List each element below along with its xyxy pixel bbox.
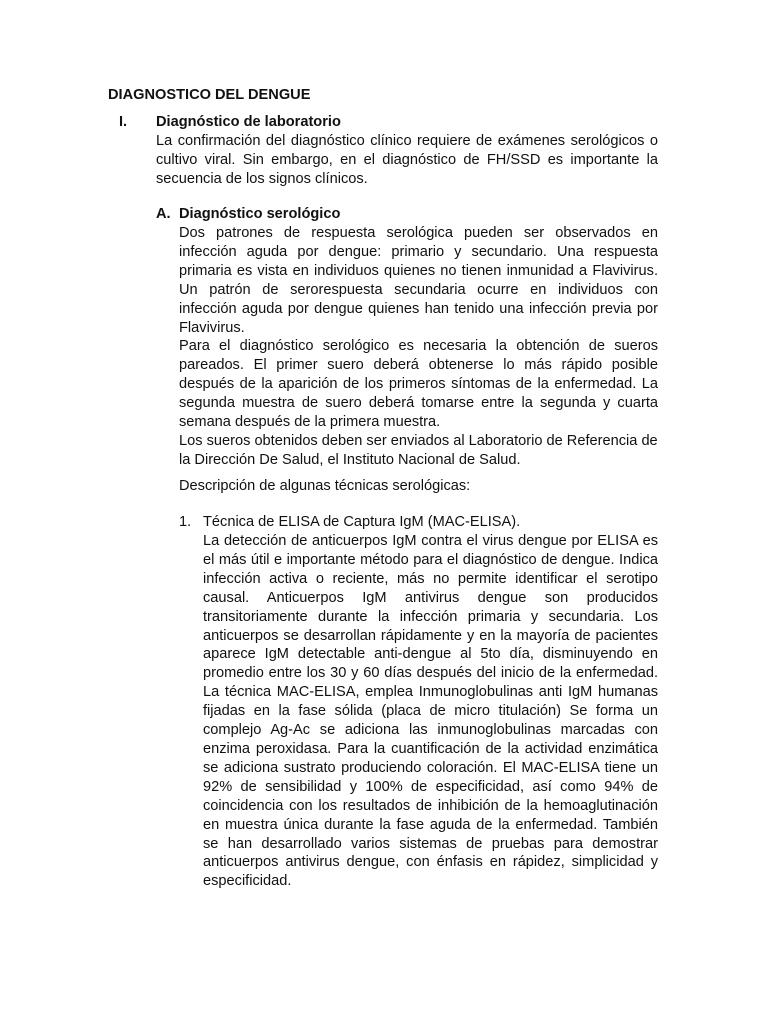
paragraph-serologic-patterns: Dos patrones de respuesta serológica pueden ser observados en infección aguda por dengue: primario y secundario. Una respuesta primaria es vista en individuos quienes no tienen inmunidad a Flavivirus. Un patrón de serorespuesta secundaria ocurre en individuos con infección aguda por dengue quienes han tenido una infección previa por Flavivirus. [179,225,658,336]
subsection-letter: A. [156,206,171,222]
techniques-intro: Descripción de algunas técnicas serológicas: [179,478,471,494]
subsection-body [179,224,658,470]
document-title: DIAGNOSTICO DEL DENGUE [108,87,311,103]
section-number: I. [119,114,128,130]
list-item-body: La detección de anticuerpos IgM contra el virus dengue por ELISA es el más útil e importante método para el diagnóstico de dengue. Indica infección activa o reciente, más no permite identificar el serotipo causal. Anticuerpos IgM antivirus dengue son producidos transitoriamente durante la infección primaria y secundaria. Los anticuerpos se desarrollan rápidamente y en la mayoría de pacientes aparece IgM detectable anti-dengue al 5to día, disminuyendo en promedio entre los 30 y 60 días después del inicio de la enfermedad. La técnica MAC-ELISA, emplea Inmunoglobulinas anti IgM humanas fijadas en la fase sólida (placa de micro titulación) Se forma un complejo Ag-Ac se adiciona las inmunoglobulinas marcadas con enzima peroxidasa. Para la cuantificación de la actividad enzimática se adiciona sustrato produciendo coloración. El MAC-ELISA tiene un 92% de sensibilidad y 100% de especificidad, así como 94% de coincidencia con los resultados de inhibición de la hemoaglutinación en muestra única durante la fase aguda de la enfermedad. También se han desarrollado varios sistemas de pruebas para demostrar anticuerpos antivirus dengue, con énfasis en rápidez, simplicidad y especificidad. [203,533,658,890]
paragraph-paired-sera: Para el diagnóstico serológico es necesaria la obtención de sueros pareados. El primer suero deberá obtenerse lo más rápido posible después de la aparición de los primeros síntomas de la enfermedad. La segunda muestra de suero deberá tomarse entre la segunda y cuarta semana después de la primera muestra. [179,338,658,431]
paragraph-sera-shipping: Los sueros obtenidos deben ser enviados al Laboratorio de Referencia de la Dirección De Salud, el Instituto Nacional de Salud. [179,432,658,468]
list-item-number: 1. [179,514,192,530]
section-title: Diagnóstico de laboratorio [156,114,341,130]
section-body: La confirmación del diagnóstico clínico requiere de exámenes serológicos o cultivo viral. Sin embargo, en el diagnóstico de FH/SSD es importante la secuencia de los signos clínicos. [156,133,658,187]
list-item-title: Técnica de ELISA de Captura IgM (MAC-ELISA). [203,514,521,530]
subsection-title: Diagnóstico serológico [179,206,341,222]
